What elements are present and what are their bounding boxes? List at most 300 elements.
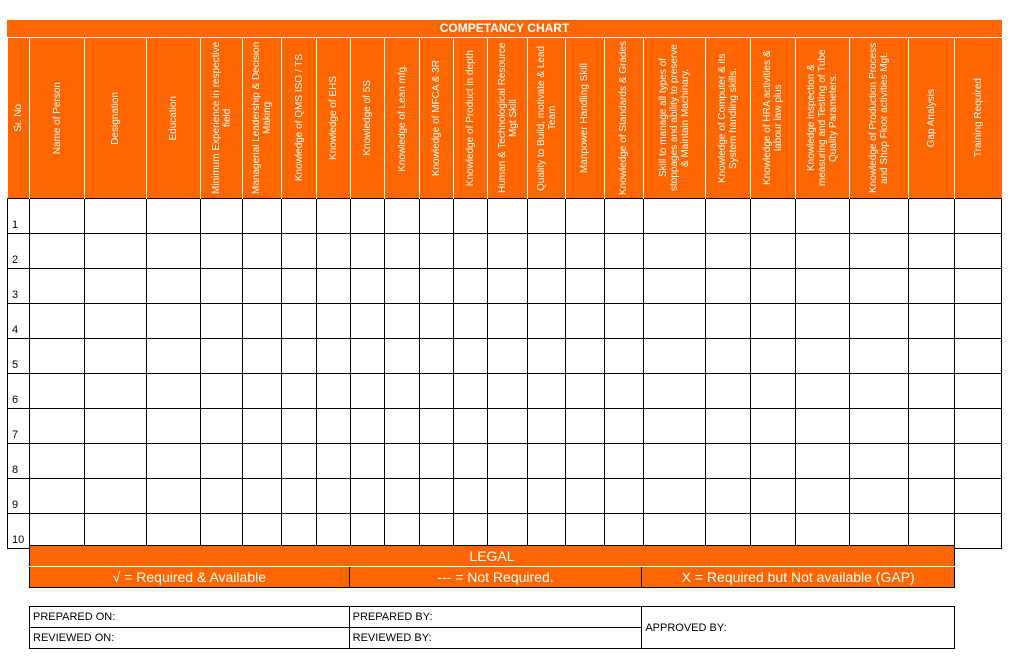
table-cell[interactable]: [488, 409, 528, 444]
table-row: [8, 269, 1002, 304]
table-cell[interactable]: [908, 269, 954, 304]
legend-required-available: √ = Required & Available: [30, 567, 350, 588]
table-cell[interactable]: [566, 514, 604, 549]
column-header: [566, 38, 604, 199]
table-cell[interactable]: [420, 339, 454, 374]
column-header: [282, 38, 317, 199]
table-cell[interactable]: [705, 304, 750, 339]
column-header: [85, 38, 147, 199]
column-header: [317, 38, 351, 199]
column-header-label: Knowledge of EHS: [328, 76, 340, 160]
table-cell[interactable]: [282, 234, 317, 269]
legend-table: [29, 545, 955, 588]
table-cell[interactable]: [528, 514, 566, 549]
reviewed-by-field[interactable]: REVIEWED BY:: [349, 628, 642, 649]
table-cell[interactable]: [488, 199, 528, 234]
table-cell[interactable]: [147, 269, 201, 304]
column-header-label: Sr. No: [12, 104, 24, 132]
table-cell[interactable]: [420, 269, 454, 304]
table-cell[interactable]: [528, 444, 566, 479]
table-cell[interactable]: [85, 444, 147, 479]
table-cell[interactable]: [566, 409, 604, 444]
table-cell[interactable]: [795, 339, 849, 374]
competency-table: [7, 38, 1002, 549]
table-cell[interactable]: [420, 514, 454, 549]
table-cell[interactable]: [528, 409, 566, 444]
table-cell[interactable]: [385, 339, 420, 374]
column-header: [604, 38, 643, 199]
table-cell[interactable]: [750, 374, 795, 409]
column-header-label: Education: [168, 95, 180, 141]
table-cell[interactable]: [454, 444, 488, 479]
table-cell[interactable]: [604, 374, 643, 409]
table-cell[interactable]: [849, 269, 908, 304]
table-cell[interactable]: [30, 339, 85, 374]
column-header-label: Minimum Experience in respective field: [210, 41, 233, 195]
table-cell[interactable]: [750, 339, 795, 374]
table-cell[interactable]: [385, 514, 420, 549]
table-cell[interactable]: [282, 269, 317, 304]
column-header-label: Name of Person: [51, 81, 63, 155]
table-cell[interactable]: [705, 479, 750, 514]
table-cell[interactable]: [282, 304, 317, 339]
column-header-label: Knowledge of Computer & its System handling skills.: [716, 53, 739, 183]
table-cell[interactable]: [243, 304, 282, 339]
table-cell[interactable]: [351, 339, 385, 374]
serial-number: 4: [8, 304, 30, 339]
table-cell[interactable]: [908, 374, 954, 409]
table-row: [8, 339, 1002, 374]
column-header-label: Gap Analysis: [925, 88, 937, 148]
column-header: [201, 38, 243, 199]
table-cell[interactable]: [385, 479, 420, 514]
table-cell[interactable]: [454, 269, 488, 304]
column-header-label: Knowledge inspection & measuring and Testing of Tube Quality Parameters.: [805, 49, 839, 187]
table-cell[interactable]: [30, 199, 85, 234]
table-cell[interactable]: [317, 514, 351, 549]
table-cell[interactable]: [147, 234, 201, 269]
table-cell[interactable]: [282, 199, 317, 234]
table-cell[interactable]: [488, 234, 528, 269]
table-cell[interactable]: [566, 234, 604, 269]
table-cell[interactable]: [954, 374, 1001, 409]
table-cell[interactable]: [954, 514, 1001, 549]
table-row: [8, 409, 1002, 444]
table-cell[interactable]: [420, 444, 454, 479]
table-cell[interactable]: [243, 514, 282, 549]
column-header-label: Knowledge of Product in depth: [465, 49, 477, 187]
column-header-label: Knowledge of 5S: [362, 80, 374, 156]
serial-number: 5: [8, 339, 30, 374]
table-row: [8, 479, 1002, 514]
table-cell[interactable]: [604, 444, 643, 479]
table-cell[interactable]: [147, 444, 201, 479]
table-cell[interactable]: [454, 514, 488, 549]
legend-not-required: --- = Not Required.: [349, 567, 642, 588]
table-cell[interactable]: [282, 444, 317, 479]
table-cell[interactable]: [849, 444, 908, 479]
table-cell[interactable]: [954, 444, 1001, 479]
table-cell[interactable]: [750, 444, 795, 479]
table-row: [8, 199, 1002, 234]
table-cell[interactable]: [420, 409, 454, 444]
column-header: [908, 38, 954, 199]
table-cell[interactable]: [488, 304, 528, 339]
table-cell[interactable]: [85, 374, 147, 409]
table-cell[interactable]: [705, 199, 750, 234]
table-cell[interactable]: [282, 514, 317, 549]
table-cell[interactable]: [317, 374, 351, 409]
table-cell[interactable]: [420, 199, 454, 234]
table-cell[interactable]: [604, 514, 643, 549]
table-cell[interactable]: [385, 409, 420, 444]
table-cell[interactable]: [385, 374, 420, 409]
table-cell[interactable]: [750, 514, 795, 549]
table-cell[interactable]: [85, 269, 147, 304]
table-cell[interactable]: [604, 339, 643, 374]
table-cell[interactable]: [385, 269, 420, 304]
table-cell[interactable]: [147, 199, 201, 234]
table-cell[interactable]: [604, 409, 643, 444]
table-cell[interactable]: [488, 444, 528, 479]
serial-number: 7: [8, 409, 30, 444]
table-cell[interactable]: [795, 514, 849, 549]
table-cell[interactable]: [643, 444, 705, 479]
table-cell[interactable]: [643, 199, 705, 234]
table-cell[interactable]: [566, 339, 604, 374]
table-cell[interactable]: [454, 199, 488, 234]
table-cell[interactable]: [908, 339, 954, 374]
table-cell[interactable]: [282, 339, 317, 374]
table-cell[interactable]: [849, 514, 908, 549]
column-header: [30, 38, 85, 199]
table-cell[interactable]: [30, 514, 85, 549]
table-cell[interactable]: [351, 479, 385, 514]
table-cell[interactable]: [201, 514, 243, 549]
table-cell[interactable]: [317, 199, 351, 234]
table-cell[interactable]: [795, 304, 849, 339]
table-cell[interactable]: [643, 514, 705, 549]
table-cell[interactable]: [243, 374, 282, 409]
table-cell[interactable]: [85, 199, 147, 234]
table-cell[interactable]: [705, 269, 750, 304]
column-header: [954, 38, 1001, 199]
table-cell[interactable]: [420, 374, 454, 409]
column-header: [8, 38, 30, 199]
table-cell[interactable]: [954, 304, 1001, 339]
table-cell[interactable]: [795, 234, 849, 269]
table-row: [8, 444, 1002, 479]
table-cell[interactable]: [488, 514, 528, 549]
table-cell[interactable]: [643, 409, 705, 444]
serial-number: 10: [8, 514, 30, 549]
table-cell[interactable]: [351, 409, 385, 444]
table-cell[interactable]: [908, 304, 954, 339]
table-cell[interactable]: [243, 479, 282, 514]
table-cell[interactable]: [908, 234, 954, 269]
table-cell[interactable]: [750, 304, 795, 339]
table-cell[interactable]: [454, 374, 488, 409]
prepared-by-field[interactable]: PREPARED BY:: [349, 607, 642, 628]
table-cell[interactable]: [643, 234, 705, 269]
column-header-label: Knowledge of Lean mfg.: [396, 64, 408, 172]
table-cell[interactable]: [351, 304, 385, 339]
table-cell[interactable]: [351, 514, 385, 549]
column-header-label: Manpower Handling Skill: [579, 62, 591, 174]
table-cell[interactable]: [30, 234, 85, 269]
table-cell[interactable]: [643, 339, 705, 374]
table-cell[interactable]: [147, 374, 201, 409]
table-cell[interactable]: [566, 444, 604, 479]
table-cell[interactable]: [604, 199, 643, 234]
table-cell[interactable]: [488, 339, 528, 374]
table-cell[interactable]: [420, 304, 454, 339]
table-cell[interactable]: [908, 514, 954, 549]
table-cell[interactable]: [849, 199, 908, 234]
table-row: [8, 514, 1002, 549]
table-cell[interactable]: [201, 409, 243, 444]
signoff-table: [29, 606, 955, 649]
table-cell[interactable]: [351, 199, 385, 234]
table-cell[interactable]: [750, 199, 795, 234]
table-cell[interactable]: [201, 304, 243, 339]
column-header-label: Knowledge of HRA activities & labour law plus: [761, 50, 784, 186]
column-header-label: Knowledge of MFCA & 3R: [431, 59, 443, 177]
table-cell[interactable]: [30, 409, 85, 444]
table-cell[interactable]: [243, 234, 282, 269]
column-header-label: Managerial Leadership & Decision Making: [251, 41, 274, 195]
competency-chart: [7, 20, 1002, 549]
table-cell[interactable]: [317, 234, 351, 269]
table-cell[interactable]: [351, 269, 385, 304]
table-cell[interactable]: [454, 304, 488, 339]
table-cell[interactable]: [528, 339, 566, 374]
approved-by-field[interactable]: APPROVED BY:: [642, 607, 955, 649]
table-cell[interactable]: [795, 374, 849, 409]
table-cell[interactable]: [908, 199, 954, 234]
table-cell[interactable]: [30, 304, 85, 339]
table-cell[interactable]: [705, 339, 750, 374]
table-cell[interactable]: [750, 479, 795, 514]
table-cell[interactable]: [849, 304, 908, 339]
column-header: [849, 38, 908, 199]
table-cell[interactable]: [147, 479, 201, 514]
column-header: [750, 38, 795, 199]
legend-gap: X = Required but Not available (GAP): [642, 567, 955, 588]
table-cell[interactable]: [385, 234, 420, 269]
table-cell[interactable]: [282, 374, 317, 409]
table-cell[interactable]: [795, 479, 849, 514]
column-header: [528, 38, 566, 199]
table-cell[interactable]: [454, 339, 488, 374]
column-header: [643, 38, 705, 199]
table-cell[interactable]: [705, 514, 750, 549]
column-header-label: Knowledge of Standards & Grades: [618, 41, 630, 195]
column-header-label: Skill to manage all types of stoppages and ability to preserve & Maintain Machinary.: [657, 44, 691, 192]
table-cell[interactable]: [528, 374, 566, 409]
table-row: [8, 304, 1002, 339]
serial-number: 1: [8, 199, 30, 234]
table-cell[interactable]: [454, 479, 488, 514]
table-cell[interactable]: [643, 269, 705, 304]
table-cell[interactable]: [705, 234, 750, 269]
table-cell[interactable]: [566, 304, 604, 339]
serial-number: 9: [8, 479, 30, 514]
table-cell[interactable]: [243, 339, 282, 374]
table-cell[interactable]: [243, 199, 282, 234]
table-cell[interactable]: [30, 374, 85, 409]
table-cell[interactable]: [954, 269, 1001, 304]
table-cell[interactable]: [643, 374, 705, 409]
table-cell[interactable]: [795, 269, 849, 304]
reviewed-on-field[interactable]: REVIEWED ON:: [30, 628, 350, 649]
table-cell[interactable]: [454, 234, 488, 269]
table-cell[interactable]: [85, 339, 147, 374]
column-header-label: Human & Technological Resource Mgt Skill: [496, 42, 519, 194]
table-cell[interactable]: [243, 444, 282, 479]
table-cell[interactable]: [85, 304, 147, 339]
table-cell[interactable]: [643, 479, 705, 514]
column-header: [385, 38, 420, 199]
table-cell[interactable]: [282, 479, 317, 514]
table-cell[interactable]: [85, 514, 147, 549]
table-cell[interactable]: [243, 409, 282, 444]
table-cell[interactable]: [317, 269, 351, 304]
table-cell[interactable]: [849, 479, 908, 514]
table-cell[interactable]: [454, 409, 488, 444]
table-row: [8, 374, 1002, 409]
column-header: [243, 38, 282, 199]
table-cell[interactable]: [643, 304, 705, 339]
table-cell[interactable]: [147, 514, 201, 549]
table-cell[interactable]: [954, 339, 1001, 374]
column-header: [420, 38, 454, 199]
table-cell[interactable]: [488, 269, 528, 304]
table-cell[interactable]: [528, 304, 566, 339]
table-cell[interactable]: [849, 339, 908, 374]
table-cell[interactable]: [85, 409, 147, 444]
table-cell[interactable]: [705, 444, 750, 479]
table-cell[interactable]: [488, 479, 528, 514]
column-header: [454, 38, 488, 199]
table-cell[interactable]: [420, 479, 454, 514]
column-header-label: Designation: [110, 91, 122, 145]
table-cell[interactable]: [750, 269, 795, 304]
table-cell[interactable]: [528, 199, 566, 234]
table-cell[interactable]: [30, 269, 85, 304]
table-cell[interactable]: [420, 234, 454, 269]
table-cell[interactable]: [351, 444, 385, 479]
table-cell[interactable]: [147, 409, 201, 444]
table-cell[interactable]: [566, 374, 604, 409]
table-cell[interactable]: [566, 269, 604, 304]
table-cell[interactable]: [243, 269, 282, 304]
column-header: [351, 38, 385, 199]
table-cell[interactable]: [954, 234, 1001, 269]
table-cell[interactable]: [705, 374, 750, 409]
table-cell[interactable]: [201, 199, 243, 234]
table-cell[interactable]: [795, 409, 849, 444]
column-header-label: Knowledge of Production Process and Shop Floor activities Mgt.: [867, 42, 890, 194]
column-header: [488, 38, 528, 199]
table-cell[interactable]: [85, 234, 147, 269]
table-cell[interactable]: [317, 304, 351, 339]
table-cell[interactable]: [908, 409, 954, 444]
table-cell[interactable]: [201, 269, 243, 304]
table-cell[interactable]: [566, 199, 604, 234]
table-cell[interactable]: [750, 234, 795, 269]
table-row: [8, 234, 1002, 269]
table-cell[interactable]: [795, 199, 849, 234]
column-header: [147, 38, 201, 199]
table-cell[interactable]: [147, 339, 201, 374]
chart-title: COMPETANCY CHART: [7, 20, 1002, 38]
table-cell[interactable]: [705, 409, 750, 444]
table-cell[interactable]: [317, 479, 351, 514]
column-header-label: Training Required: [972, 78, 984, 158]
table-cell[interactable]: [385, 304, 420, 339]
table-cell[interactable]: [201, 479, 243, 514]
table-cell[interactable]: [604, 269, 643, 304]
serial-number: 8: [8, 444, 30, 479]
table-cell[interactable]: [604, 304, 643, 339]
table-cell[interactable]: [908, 444, 954, 479]
column-header: [795, 38, 849, 199]
table-cell[interactable]: [201, 339, 243, 374]
legend-heading: LEGAL: [30, 546, 955, 567]
table-cell[interactable]: [30, 444, 85, 479]
serial-number: 3: [8, 269, 30, 304]
table-cell[interactable]: [954, 199, 1001, 234]
table-cell[interactable]: [849, 374, 908, 409]
table-cell[interactable]: [351, 374, 385, 409]
serial-number: 6: [8, 374, 30, 409]
table-cell[interactable]: [317, 339, 351, 374]
table-cell[interactable]: [528, 269, 566, 304]
table-cell[interactable]: [954, 409, 1001, 444]
table-cell[interactable]: [201, 234, 243, 269]
table-cell[interactable]: [385, 444, 420, 479]
table-cell[interactable]: [528, 479, 566, 514]
table-cell[interactable]: [795, 444, 849, 479]
prepared-on-field[interactable]: PREPARED ON:: [30, 607, 350, 628]
table-cell[interactable]: [317, 409, 351, 444]
serial-number: 2: [8, 234, 30, 269]
column-header-label: Knowledge of QMS ISO / TS: [293, 54, 305, 182]
table-cell[interactable]: [604, 479, 643, 514]
table-cell[interactable]: [908, 479, 954, 514]
column-header: [705, 38, 750, 199]
table-cell[interactable]: [30, 479, 85, 514]
table-cell[interactable]: [317, 444, 351, 479]
table-cell[interactable]: [282, 409, 317, 444]
column-header-label: Quality to Build, motivate & Lead Team: [535, 45, 558, 191]
table-cell[interactable]: [147, 304, 201, 339]
table-cell[interactable]: [85, 479, 147, 514]
table-cell[interactable]: [488, 374, 528, 409]
table-cell[interactable]: [201, 444, 243, 479]
table-cell[interactable]: [566, 479, 604, 514]
table-cell[interactable]: [954, 479, 1001, 514]
table-cell[interactable]: [351, 234, 385, 269]
table-cell[interactable]: [201, 374, 243, 409]
table-cell[interactable]: [528, 234, 566, 269]
table-cell[interactable]: [385, 199, 420, 234]
table-cell[interactable]: [849, 409, 908, 444]
table-cell[interactable]: [750, 409, 795, 444]
table-cell[interactable]: [604, 234, 643, 269]
table-cell[interactable]: [849, 234, 908, 269]
